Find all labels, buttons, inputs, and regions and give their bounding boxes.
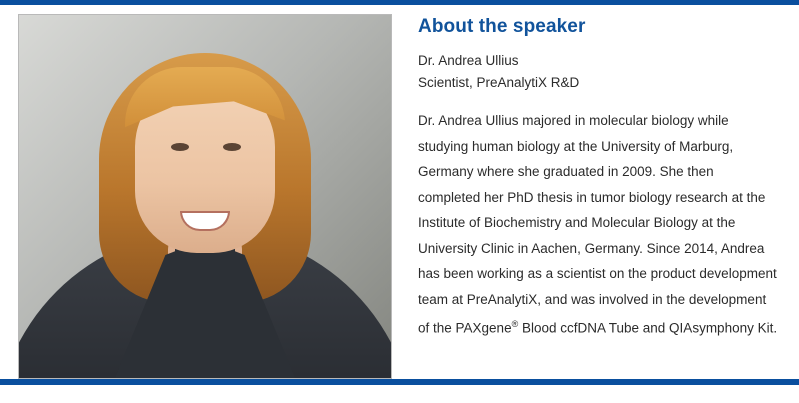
speaker-text-column	[392, 14, 783, 355]
page-title: About the speaker	[418, 16, 586, 37]
portrait-eye-right	[223, 143, 241, 151]
top-divider-rule	[0, 0, 799, 5]
biography-text-part-1: Dr. Andrea Ullius majored in molecular biology while studying human biology at the University of Marburg, Germany where she graduated in 2009. She then completed her PhD thesis in tumor biology research at the Institute of Biochemistry and Molecular Biology at the University Clinic in Aachen, Germany. Since 2014, Andrea has been working as a scientist on the product development team at PreAnalytiX, and was involved in the development of the PAXgene	[418, 113, 777, 336]
speaker-name: Dr. Andrea Ullius	[418, 53, 519, 68]
registered-trademark-mark: ®	[511, 319, 519, 329]
speaker-role: Scientist, PreAnalytiX R&D	[418, 75, 580, 90]
portrait-eye-left	[171, 143, 189, 151]
bottom-divider-rule	[0, 379, 799, 385]
portrait-illustration	[19, 15, 391, 378]
about-speaker-section	[18, 14, 783, 379]
speaker-photo	[18, 14, 392, 379]
speaker-biography	[418, 108, 778, 341]
biography-text-part-2: Blood ccfDNA Tube and QIAsymphony Kit.	[518, 320, 778, 336]
